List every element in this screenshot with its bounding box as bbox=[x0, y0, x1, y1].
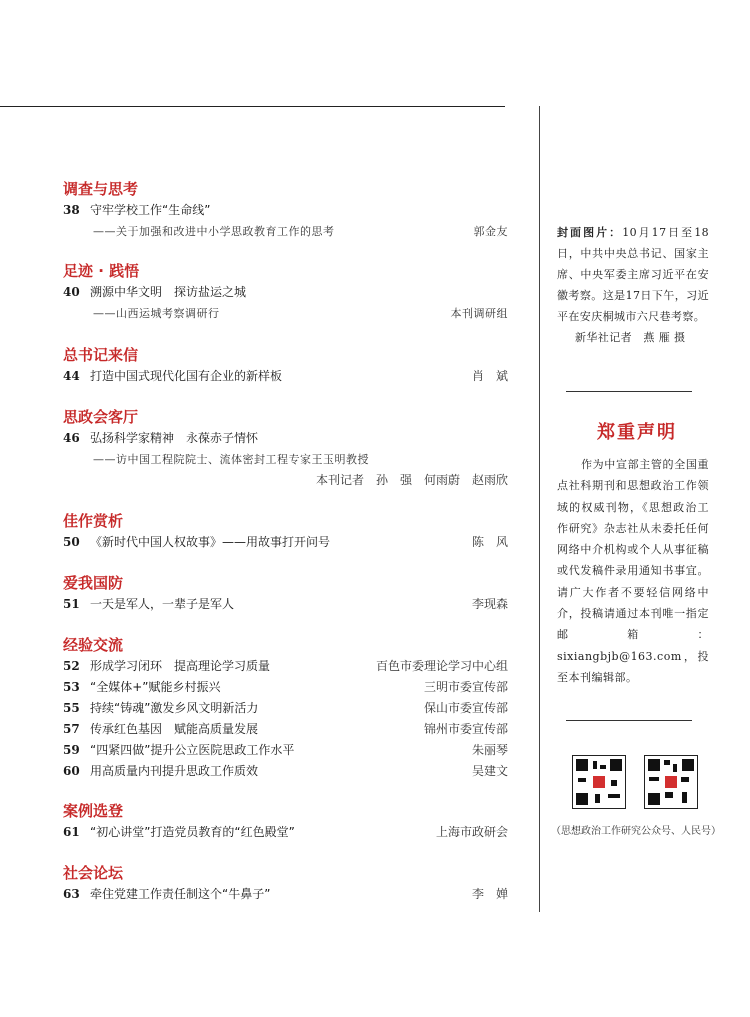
entry-author: 李现森 bbox=[471, 597, 508, 611]
entry-subtitle-row bbox=[63, 221, 508, 242]
toc-entry[interactable] bbox=[63, 719, 508, 740]
toc-entry[interactable] bbox=[63, 698, 508, 719]
page-number: 51 bbox=[63, 597, 80, 611]
page-number: 46 bbox=[63, 431, 80, 445]
qr-code-icon bbox=[644, 755, 698, 809]
section-title: 社会论坛 bbox=[63, 864, 124, 882]
section-title: 佳作赏析 bbox=[63, 512, 124, 530]
entry-author: 李 婵 bbox=[471, 887, 508, 901]
column-divider bbox=[539, 106, 540, 912]
entry-author: 锦州市委宣传部 bbox=[423, 722, 508, 736]
entry-title: “四紧四做”提升公立医院思政工作水平 bbox=[90, 743, 295, 757]
entry-title: 《新时代中国人权故事》——用故事打开问号 bbox=[90, 535, 331, 549]
entry-author: 肖 斌 bbox=[471, 369, 508, 383]
page-number: 44 bbox=[63, 369, 80, 383]
cover-description bbox=[557, 222, 709, 327]
toc-entry[interactable] bbox=[63, 656, 508, 677]
entry-title: 守牢学校工作“生命线” bbox=[90, 203, 211, 217]
entry-subtitle: ——山西运城考察调研行 bbox=[93, 307, 220, 320]
qr-caption: （思想政治工作研究公众号、人民号） bbox=[551, 826, 721, 837]
entry-author: 百色市委理论学习中心组 bbox=[375, 659, 508, 673]
entry-title: 传承红色基因 赋能高质量发展 bbox=[90, 722, 259, 736]
toc-entry[interactable] bbox=[63, 761, 508, 782]
section-title: 案例选登 bbox=[63, 802, 124, 820]
entry-title: 用高质量内刊提升思政工作质效 bbox=[90, 764, 259, 778]
divider bbox=[566, 720, 692, 721]
toc-entry[interactable] bbox=[63, 740, 508, 761]
entry-title: 形成学习闭环 提高理论学习质量 bbox=[90, 659, 271, 673]
page-number: 63 bbox=[63, 887, 80, 901]
declaration-text: 作为中宣部主管的全国重点社科期刊和思想政治工作领域的权威刊物，《思想政治工作研究》杂志社从未委托任何网络中介机构或个人从事征稿或代发稿件录用通知书事宜。请广大作者不要轻信网络中介，投稿请通过本刊唯一指定邮箱：sixiangbjb@163.com，投至本刊编辑部。 bbox=[557, 458, 709, 684]
entry-author: 上海市政研会 bbox=[435, 825, 508, 839]
entry-title: “初心讲堂”打造党员教育的“红色殿堂” bbox=[90, 825, 295, 839]
entry-title: “全媒体+”赋能乡村振兴 bbox=[90, 680, 221, 694]
toc-section bbox=[63, 346, 508, 387]
top-rule bbox=[0, 106, 505, 107]
toc-section bbox=[63, 574, 508, 615]
page-number: 40 bbox=[63, 285, 80, 299]
cover-caption bbox=[557, 222, 709, 348]
toc-entry[interactable] bbox=[63, 366, 508, 387]
declaration-title: 郑重声明 bbox=[597, 422, 677, 443]
entry-title: 牵住党建工作责任制这个“牛鼻子” bbox=[90, 887, 271, 901]
entry-author: 吴建文 bbox=[471, 764, 508, 778]
entry-author: 郭金友 bbox=[473, 225, 508, 238]
toc-entry[interactable] bbox=[63, 428, 508, 449]
entry-author: 陈 风 bbox=[471, 535, 508, 549]
entry-subtitle: ——访中国工程院院士、流体密封工程专家王玉明教授 bbox=[93, 453, 369, 466]
entry-title: 打造中国式现代化国有企业的新样板 bbox=[90, 369, 283, 383]
toc-entry[interactable] bbox=[63, 532, 508, 553]
entry-title: 溯源中华文明 探访盐运之城 bbox=[90, 285, 247, 299]
entry-author: 朱丽琴 bbox=[471, 743, 508, 757]
entry-author: 三明市委宣传部 bbox=[423, 680, 508, 694]
entry-subtitle-row bbox=[63, 303, 508, 324]
toc-section bbox=[63, 864, 508, 905]
page-number: 59 bbox=[63, 743, 80, 757]
toc-entry[interactable] bbox=[63, 282, 508, 303]
section-title: 足迹 · 践悟 bbox=[63, 262, 140, 280]
page-number: 57 bbox=[63, 722, 80, 736]
photo-credit: 新华社记者 燕 雁 摄 bbox=[575, 331, 686, 344]
toc-section bbox=[63, 180, 508, 242]
page-number: 61 bbox=[63, 825, 80, 839]
toc-section bbox=[63, 512, 508, 553]
section-title: 爱我国防 bbox=[63, 574, 124, 592]
entry-author: 本刊记者 孙 强 何雨蔚 赵雨欣 bbox=[315, 473, 508, 487]
entry-title: 弘扬科学家精神 永葆赤子情怀 bbox=[90, 431, 259, 445]
page-number: 50 bbox=[63, 535, 80, 549]
page-number: 55 bbox=[63, 701, 80, 715]
entry-author: 本刊调研组 bbox=[450, 307, 508, 320]
cover-text: 10月17日至18日，中共中央总书记、国家主席、中央军委主席习近平在安徽考察。这是17日下午，习近平在安庆桐城市六尺巷考察。 bbox=[557, 226, 709, 323]
section-title: 总书记来信 bbox=[63, 346, 139, 364]
cover-label: 封面图片： bbox=[557, 226, 623, 239]
entry-subtitle-row bbox=[63, 449, 508, 470]
toc-entry[interactable] bbox=[63, 200, 508, 221]
entry-subtitle: ——关于加强和改进中小学思政教育工作的思考 bbox=[93, 225, 335, 238]
toc-section bbox=[63, 636, 508, 782]
page-number: 38 bbox=[63, 203, 80, 217]
entry-title: 持续“铸魂”激发乡风文明新活力 bbox=[90, 701, 259, 715]
page-number: 53 bbox=[63, 680, 80, 694]
toc-section bbox=[63, 262, 508, 324]
toc-entry[interactable] bbox=[63, 594, 508, 615]
toc-section bbox=[63, 802, 508, 843]
entry-title: 一天是军人，一辈子是军人 bbox=[90, 597, 235, 611]
toc-entry[interactable] bbox=[63, 884, 508, 905]
toc-entry[interactable] bbox=[63, 822, 508, 843]
qr-code-icon bbox=[572, 755, 626, 809]
toc-entry[interactable] bbox=[63, 677, 508, 698]
toc-section bbox=[63, 408, 508, 491]
divider bbox=[566, 391, 692, 392]
section-title: 思政会客厅 bbox=[63, 408, 139, 426]
section-title: 经验交流 bbox=[63, 636, 124, 654]
page-number: 52 bbox=[63, 659, 80, 673]
entry-author: 保山市委宣传部 bbox=[423, 701, 508, 715]
page-number: 60 bbox=[63, 764, 80, 778]
section-title: 调查与思考 bbox=[63, 180, 139, 198]
